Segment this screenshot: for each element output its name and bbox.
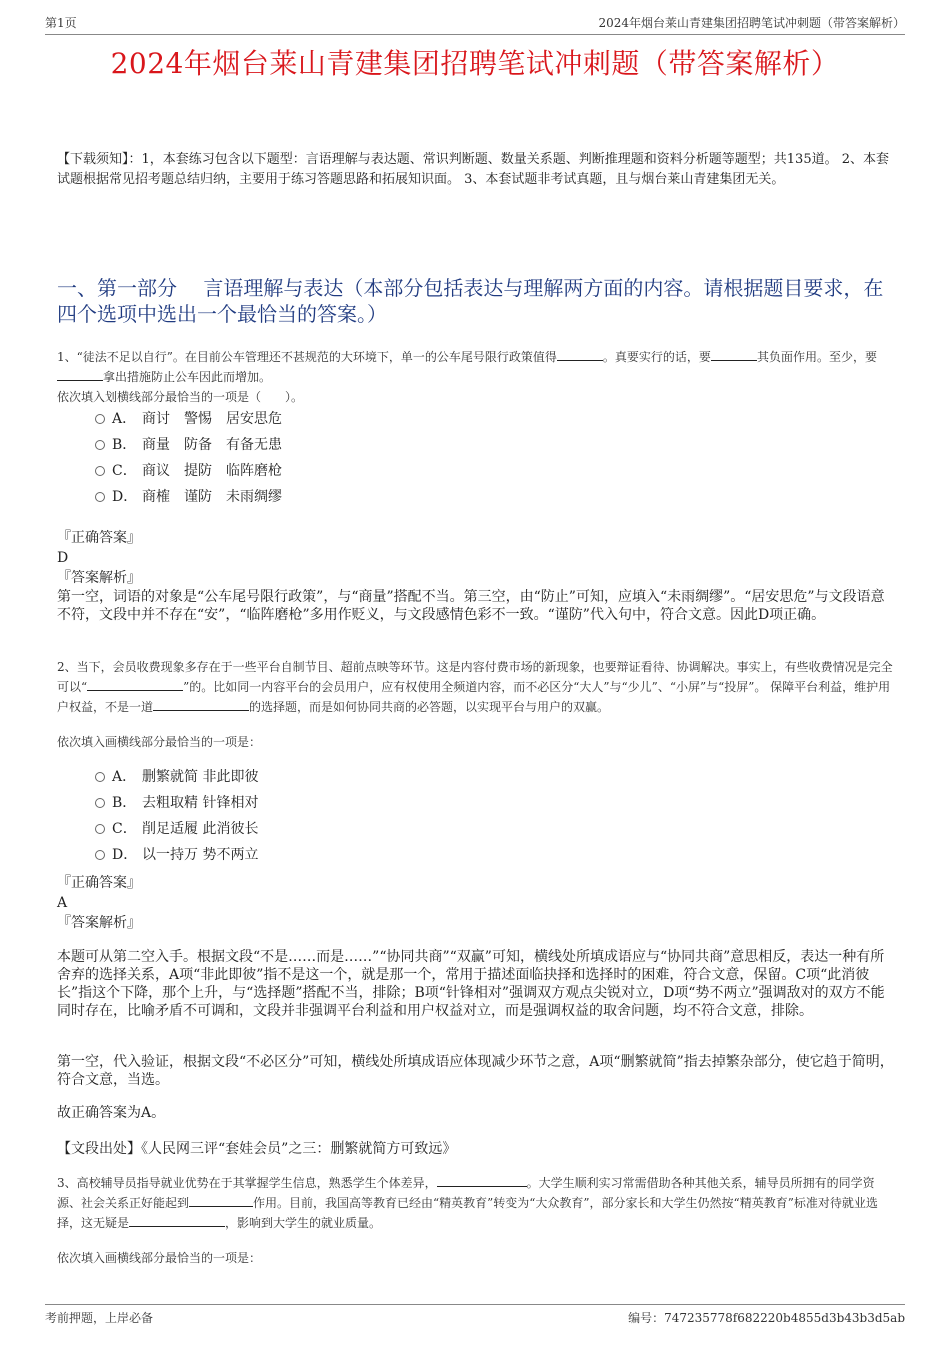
question-2-stem (57, 657, 897, 717)
radio-icon[interactable] (95, 798, 105, 808)
footer-slogan: 考前押题，上岸必备 (45, 1311, 154, 1325)
q3-text-1: 3、高校辅导员指导就业优势在于其掌握学生信息，熟悉学生个体差异， (57, 1176, 437, 1190)
header-doc-title: 2024年烟台莱山青建集团招聘笔试冲刺题（带答案解析） (598, 16, 905, 30)
q2-option-c[interactable]: C． 削足适履 此消彼长 (95, 816, 258, 842)
q2-blank-2 (153, 698, 249, 711)
radio-icon[interactable] (95, 772, 105, 782)
q2-analysis-p2: 第一空，代入验证，根据文段“不必区分”可知，横线处所填成语应体现减少环节之意，A项“删繁就简”指去掉繁杂部分，使它趋于简明，符合文意，当选。 (57, 1054, 894, 1088)
q3-text-2: 。大学生顺利实习常需借助各种其他关系，辅导员所拥有的同学资源、社会关系正好能起到 (57, 1176, 875, 1210)
q3-text-4: ，影响到大学生的就业质量。 (225, 1216, 382, 1230)
question-1-options (95, 406, 282, 510)
q2-analysis-p3: 故正确答案为A。 (57, 1105, 166, 1121)
radio-icon[interactable] (95, 492, 105, 502)
q1-option-a[interactable]: A． 商讨 警惕 居安思危 (95, 406, 282, 432)
q1-text-4: 拿出措施防止公车因此而增加。 (103, 370, 272, 384)
q2-correct-answer: A (57, 895, 68, 911)
question-1-stem (57, 347, 897, 407)
footer-doc-id: 编号：747235778f682220b4855d3b43b3d5ab (628, 1311, 905, 1325)
section-heading: 一、第一部分 言语理解与表达（本部分包括表达与理解两方面的内容。请根据题目要求，在四个选项中选出一个最恰当的答案。） (57, 276, 884, 326)
q1-analysis-heading: 『答案解析』 (57, 570, 141, 586)
q1-instruction: 依次填入划横线部分最恰当的一项是（ ）。 (57, 390, 304, 404)
q1-correct-answer: D (57, 550, 69, 566)
q1-blank-3 (57, 368, 103, 381)
page-header (45, 12, 905, 35)
download-notice: 【下载须知】：1，本套练习包含以下题型：言语理解与表达题、常识判断题、数量关系题、判断推理题和资料分析题等题型；共135道。 2、本套试题根据常见招考题总结归纳，主要用于练习答题思路和拓展知识面。 3、本套试题非考试真题，且与烟台莱山青建集团无关。 (57, 152, 889, 187)
q3-instruction: 依次填入画横线部分最恰当的一项是： (57, 1251, 262, 1265)
q2-analysis-p1: 本题可从第二空入手。根据文段“不是……而是……”“协同共商”“双赢”可知，横线处所填成语应与“协同共商”意思相反，表达一种有所舍弃的选择关系，A项“非此即彼”指不是这一个，就是那一个，常用于描述面临抉择和选择时的困难，符合文意，保留。C项“此消彼长”指这个下降，那个上升，与“选择题”搭配不当，排除；B项“针锋相对”强调双方观点尖锐对立，D项“势不两立”强调敌对的双方不能同时存在，比喻矛盾不可调和，文段并非强调平台利益和用户权益对立，而是强调权益的取舍问题，均不符合文意，排除。 (57, 949, 885, 1019)
page-footer (45, 1304, 905, 1325)
q2-instruction: 依次填入画横线部分最恰当的一项是： (57, 735, 262, 749)
question-2-options (95, 764, 258, 868)
q2-option-d[interactable]: D． 以一持万 势不两立 (95, 842, 258, 868)
q1-correct-heading: 『正确答案』 (57, 530, 141, 546)
q1-option-b[interactable]: B． 商量 防备 有备无患 (95, 432, 282, 458)
q2-text-2: ”的。比如同一内容平台的会员用户，应有权使用全频道内容，而不必区分“大人”与“少儿”、“小屏”与“投屏”。 保障平台利益，维护用户权益，不是一道 (57, 680, 891, 714)
q2-text-3: 的选择题，而是如何协同共商的必答题，以实现平台与用户的双赢。 (249, 700, 610, 714)
q1-blank-1 (557, 348, 603, 361)
q2-option-b[interactable]: B． 去粗取精 针锋相对 (95, 790, 258, 816)
q1-text-1: 1、“徒法不足以自行”。在目前公车管理还不甚规范的大环境下，单一的公车尾号限行政策值得 (57, 350, 557, 364)
q3-blank-1 (437, 1174, 527, 1187)
q2-analysis-heading: 『答案解析』 (57, 915, 141, 931)
q2-answer-block (57, 873, 897, 933)
radio-icon[interactable] (95, 466, 105, 476)
q1-text-2: 。真要实行的话，要 (602, 350, 711, 364)
radio-icon[interactable] (95, 440, 105, 450)
q3-blank-2 (189, 1194, 253, 1207)
q2-source: 【文段出处】《人民网三评“套娃会员”之三：删繁就简方可致远》 (57, 1141, 457, 1157)
q2-text-1: 2、当下，会员收费现象多存在于一些平台自制节目、超前点映等环节。这是内容付费市场的新现象，也要辩证看待、协调解决。事实上，有些收费情况是完全可以“ (57, 660, 893, 694)
q3-text-3: 作用。目前，我国高等教育已经由“精英教育”转变为“大众教育”，部分家长和大学生仍然按“精英教育”标准对待就业选择，这无疑是 (57, 1196, 878, 1230)
q1-text-3: 其负面作用。至少，要 (756, 350, 877, 364)
q1-option-c[interactable]: C． 商议 提防 临阵磨枪 (95, 458, 282, 484)
question-3-stem (57, 1173, 897, 1233)
radio-icon[interactable] (95, 850, 105, 860)
q1-answer-block (57, 528, 897, 624)
document-title: 2024年烟台莱山青建集团招聘笔试冲刺题（带答案解析） (110, 47, 840, 80)
q1-analysis: 第一空，词语的对象是“公车尾号限行政策”，与“商量”搭配不当。第三空，由“防止”可知，应填入“未雨绸缪”。“居安思危”与文段语意不符，文段中并不存在“安”，“临阵磨枪”多用作贬义，与文段感情色彩不一致。“谨防”代入句中，符合文意。因此D项正确。 (57, 589, 885, 623)
radio-icon[interactable] (95, 824, 105, 834)
q3-blank-3 (129, 1214, 225, 1227)
q2-option-a[interactable]: A． 删繁就简 非此即彼 (95, 764, 258, 790)
q2-correct-heading: 『正确答案』 (57, 875, 141, 891)
q1-blank-2 (711, 348, 757, 361)
page-number: 第1页 (45, 16, 77, 30)
radio-icon[interactable] (95, 414, 105, 424)
q2-blank-1 (87, 678, 183, 691)
q1-option-d[interactable]: D． 商榷 谨防 未雨绸缪 (95, 484, 282, 510)
